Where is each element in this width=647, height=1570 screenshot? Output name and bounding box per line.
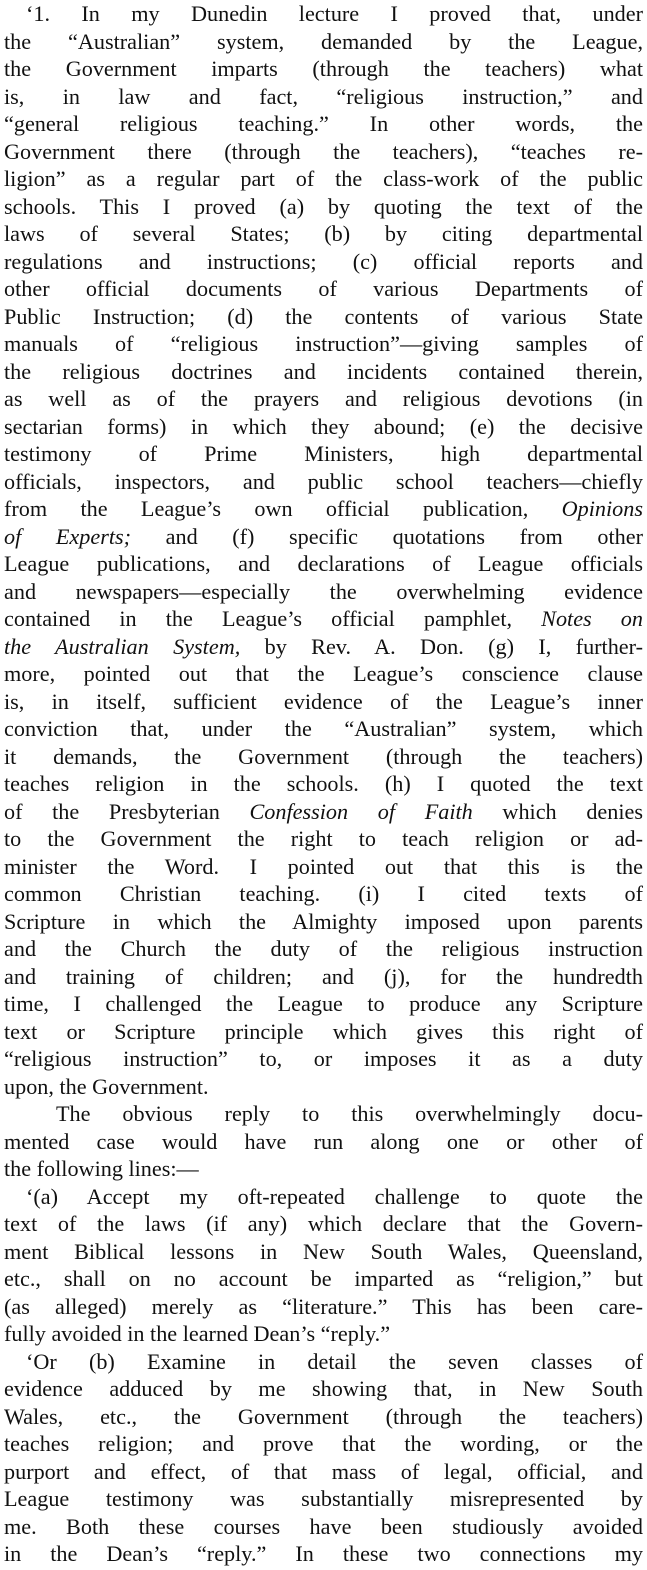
text-line: ‘1. In my Dunedin lecture I proved that, under: [26, 1, 643, 26]
text-line: Government there (through the teachers), “teaches re-: [4, 138, 643, 164]
text-line: teaches religion; and prove that the wording, or the: [4, 1431, 643, 1456]
text-line: schools. This I proved (a) by quoting the text of the: [4, 193, 643, 219]
text-line: [4, 633, 643, 661]
text-line: Public Instruction; (d) the contents of various State: [4, 303, 643, 329]
text-line: time, I challenged the League to produce any Scripture: [4, 991, 643, 1016]
text-line: the religious doctrines and incidents contained therein,: [4, 358, 643, 384]
text-line: sectarian forms) in which they abound; (e) the decisive: [4, 413, 643, 439]
italic-title: Notes on: [541, 606, 643, 631]
text-line: ment Biblical lessons in New South Wales, Queensland,: [4, 1238, 643, 1264]
text-line: is, in itself, sufficient evidence of the League’s inner: [4, 688, 643, 714]
text-line: manuals of “religious instruction”—giving samples of: [4, 331, 643, 356]
paragraph: [4, 0, 643, 1100]
text-line: and newspapers—especially the overwhelming evidence: [4, 578, 643, 604]
text-line: minister the Word. I pointed out that this is the: [4, 853, 643, 879]
text-line: ligion” as a regular part of the class-work of the public: [4, 166, 643, 191]
text-run: of the Presbyterian: [4, 798, 250, 824]
text-line: [4, 495, 643, 523]
text-line: mented case would have run along one or other of: [4, 1128, 643, 1154]
text-line: “general religious teaching.” In other words, the: [4, 111, 643, 136]
paragraph: [4, 1183, 643, 1348]
text-line: the Government imparts (through the teachers) what: [4, 56, 643, 81]
paragraph: [4, 1348, 643, 1568]
text-line: fully avoided in the learned Dean’s “reply.”: [4, 1321, 391, 1346]
text-line: more, pointed out that the League’s conscience clause: [4, 661, 643, 686]
text-line: me. Both these courses have been studiously avoided: [4, 1513, 643, 1539]
text-line: Wales, etc., the Government (through the teachers): [4, 1403, 643, 1429]
text-line: and training of children; and (j), for the hundredth: [4, 963, 643, 989]
text-line: testimony of Prime Ministers, high departmental: [4, 441, 643, 466]
text-line: upon, the Government.: [4, 1073, 209, 1099]
text-run: from the League’s own official publication,: [4, 496, 562, 521]
text-run: and (f) specific quotations from other: [131, 523, 643, 549]
text-line: evidence adduced by me showing that, in New South: [4, 1376, 643, 1401]
text-line: common Christian teaching. (i) I cited texts of: [4, 881, 643, 906]
text-line: regulations and instructions; (c) official reports and: [4, 248, 643, 274]
text-run: contained in the League’s official pamphlet,: [4, 606, 542, 631]
text-line: other official documents of various Departments of: [4, 276, 643, 301]
text-line: text of the laws (if any) which declare that the Govern-: [4, 1211, 643, 1236]
text-line: The obvious reply to this overwhelmingly docu-: [56, 1101, 643, 1126]
italic-title: Opinions: [561, 496, 643, 521]
text-line: [4, 605, 643, 633]
text-line: Scripture in which the Almighty imposed upon parents: [4, 908, 643, 934]
italic-title: the Australian System,: [4, 633, 241, 659]
text-line: “religious instruction” to, or imposes it as a duty: [4, 1046, 643, 1071]
text-line: teaches religion in the schools. (h) I quoted the text: [4, 771, 643, 796]
text-line: ‘(a) Accept my oft-repeated challenge to quote the: [26, 1183, 643, 1209]
text-line: League publications, and declarations of League officials: [4, 551, 643, 576]
text-line: text or Scripture principle which gives this right of: [4, 1018, 643, 1044]
text-line: and the Church the duty of the religious instruction: [4, 936, 643, 961]
text-run: by Rev. A. Don. (g) I, further-: [240, 633, 643, 659]
text-line: ‘Or (b) Examine in detail the seven classes of: [26, 1348, 643, 1374]
text-line: is, in law and fact, “religious instruction,” and: [4, 83, 643, 109]
text-line: [4, 523, 643, 551]
text-line: as well as of the prayers and religious devotions (in: [4, 386, 643, 411]
text-line: etc., shall on no account be imparted as “religion,” but: [4, 1266, 643, 1291]
italic-title: of Experts;: [4, 523, 132, 549]
text-line: in the Dean’s “reply.” In these two connections my: [4, 1541, 643, 1566]
text-line: it demands, the Government (through the teachers): [4, 743, 643, 769]
text-run: which denies: [472, 798, 643, 824]
text-line: (as alleged) merely as “literature.” This has been care-: [4, 1293, 643, 1319]
text-line: to the Government the right to teach religion or ad-: [4, 826, 643, 851]
text-line: the following lines:—: [4, 1156, 199, 1181]
italic-title: Confession of Faith: [249, 798, 473, 824]
paragraph: [4, 1100, 643, 1183]
text-line: purport and effect, of that mass of legal, official, and: [4, 1458, 643, 1484]
text-line: League testimony was substantially misrepresented by: [4, 1486, 643, 1511]
text-line: [4, 798, 643, 826]
text-line: officials, inspectors, and public school teachers—chiefly: [4, 468, 643, 494]
text-line: laws of several States; (b) by citing departmental: [4, 221, 643, 246]
text-line: the “Australian” system, demanded by the League,: [4, 28, 643, 54]
text-line: conviction that, under the “Australian” system, which: [4, 716, 643, 741]
